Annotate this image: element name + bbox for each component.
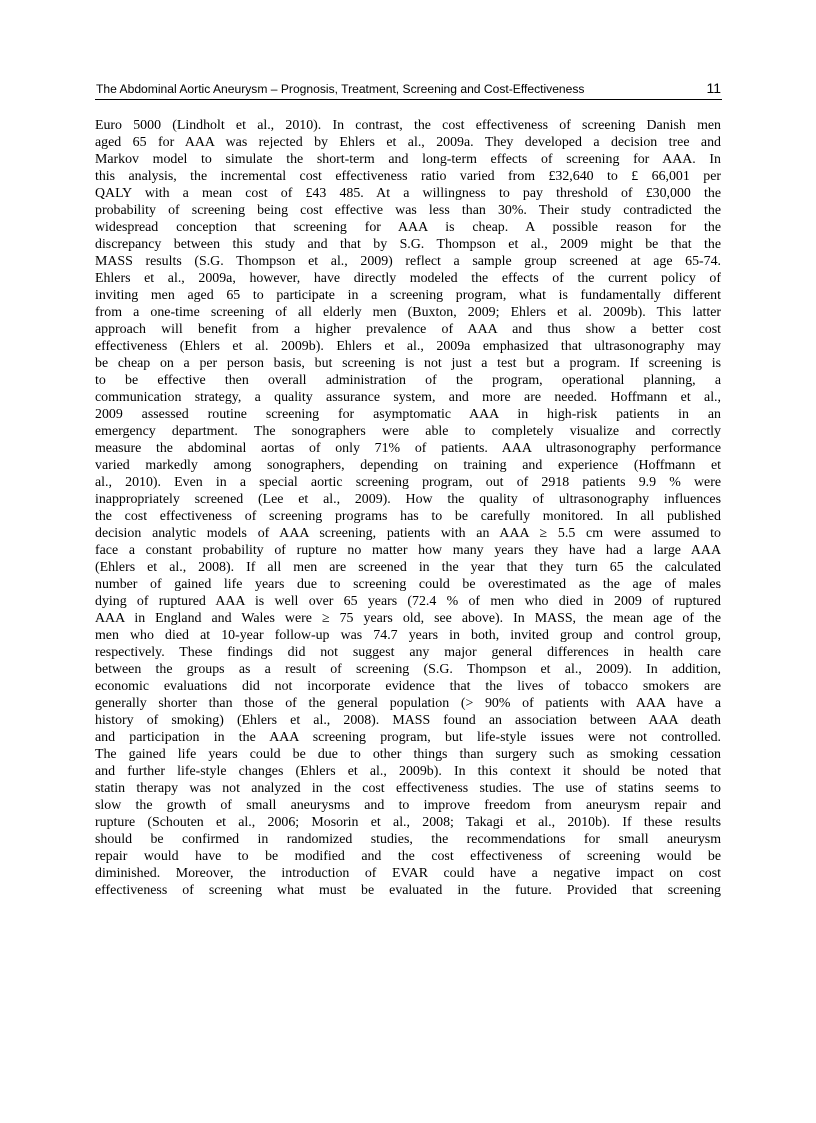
page-number: 11 [706,80,721,96]
text-line: Markov model to simulate the short-term and long-term effects of screening for AAA. In [95,152,721,167]
text-line: Euro 5000 (Lindholt et al., 2010). In contrast, the cost effectiveness of screening Danish men [95,118,721,133]
text-line: respectively. These findings did not suggest any major general differences in health care [95,645,721,660]
text-line: number of gained life years due to screening could be overestimated as the age of males [95,577,721,592]
text-line: communication strategy, a quality assurance system, and more are needed. Hoffmann et al., [95,390,721,405]
text-line: face a constant probability of rupture no matter how many years they have had a large AAA [95,543,721,558]
text-line: repair would have to be modified and the cost effectiveness of screening would be [95,849,721,864]
text-line: should be confirmed in randomized studies, the recommendations for small aneurysm [95,832,721,847]
text-line: approach will benefit from a higher prevalence of AAA and thus show a better cost [95,322,721,337]
text-line: Ehlers et al., 2009a, however, have directly modeled the effects of the current policy of [95,271,721,286]
body-text [95,117,721,899]
text-line: generally shorter than those of the general population (> 90% of patients with AAA have a [95,696,721,711]
text-line: dying of ruptured AAA is well over 65 years (72.4 % of men who died in 2009 of ruptured [95,594,721,609]
text-line: discrepancy between this study and that by S.G. Thompson et al., 2009 might be that the [95,237,721,252]
text-line: slow the growth of small aneurysms and to improve freedom from aneurysm repair and [95,798,721,813]
text-line: MASS results (S.G. Thompson et al., 2009) reflect a sample group screened at age 65-74. [95,254,721,269]
text-line: men who died at 10-year follow-up was 74.7 years in both, invited group and control group, [95,628,721,643]
text-line: (Ehlers et al., 2008). If all men are screened in the year that they turn 65 the calculated [95,560,721,575]
text-line: AAA in England and Wales were ≥ 75 years old, see above). In MASS, the mean age of the [95,611,721,626]
text-line: effectiveness (Ehlers et al. 2009b). Ehlers et al., 2009a emphasized that ultrasonography may [95,339,721,354]
text-line: the cost effectiveness of screening programs has to be carefully monitored. In all published [95,509,721,524]
text-line: history of smoking) (Ehlers et al., 2008). MASS found an association between AAA death [95,713,721,728]
text-line: to be effective then overall administration of the program, operational planning, a [95,373,721,388]
text-line: 2009 assessed routine screening for asymptomatic AAA in high-risk patients in an [95,407,721,422]
header-title: The Abdominal Aortic Aneurysm – Prognosis, Treatment, Screening and Cost-Effectiveness [96,82,585,96]
text-line: varied markedly among sonographers, depending on training and experience (Hoffmann et [95,458,721,473]
text-line: diminished. Moreover, the introduction of EVAR could have a negative impact on cost [95,866,721,881]
text-line: and participation in the AAA screening program, but life-style issues were not controlled. [95,730,721,745]
text-line: The gained life years could be due to other things than surgery such as smoking cessation [95,747,721,762]
text-line: be cheap on a per person basis, but screening is not just a test but a program. If screening is [95,356,721,371]
text-line: al., 2010). Even in a special aortic screening program, out of 2918 patients 9.9 % were [95,475,721,490]
text-line: effectiveness of screening what must be evaluated in the future. Provided that screening [95,883,721,898]
text-line: inviting men aged 65 to participate in a screening program, what is fundamentally different [95,288,721,303]
text-line: between the groups as a result of screening (S.G. Thompson et al., 2009). In addition, [95,662,721,677]
text-line: aged 65 for AAA was rejected by Ehlers et al., 2009a. They developed a decision tree and [95,135,721,150]
text-line: and further life-style changes (Ehlers et al., 2009b). In this context it should be noted that [95,764,721,779]
text-line: from a one-time screening of all elderly men (Buxton, 2009; Ehlers et al. 2009b). This latter [95,305,721,320]
text-line: statin therapy was not analyzed in the cost effectiveness studies. The use of statins seems to [95,781,721,796]
text-line: economic evaluations did not incorporate evidence that the lives of tobacco smokers are [95,679,721,694]
text-line: this analysis, the incremental cost effectiveness ratio varied from £32,640 to £ 66,001 per [95,169,721,184]
text-line: measure the abdominal aortas of only 71% of patients. AAA ultrasonography performance [95,441,721,456]
text-line: inappropriately screened (Lee et al., 2009). How the quality of ultrasonography influences [95,492,721,507]
text-line: emergency department. The sonographers were able to completely visualize and correctly [95,424,721,439]
text-line: decision analytic models of AAA screening, patients with an AAA ≥ 5.5 cm were assumed to [95,526,721,541]
text-line: rupture (Schouten et al., 2006; Mosorin et al., 2008; Takagi et al., 2010b). If these results [95,815,721,830]
text-line: QALY with a mean cost of £43 485. At a willingness to pay threshold of £30,000 the [95,186,721,201]
text-line: probability of screening being cost effective was less than 30%. Their study contradicted the [95,203,721,218]
text-line: widespread conception that screening for AAA is cheap. A possible reason for the [95,220,721,235]
running-header [95,79,722,100]
